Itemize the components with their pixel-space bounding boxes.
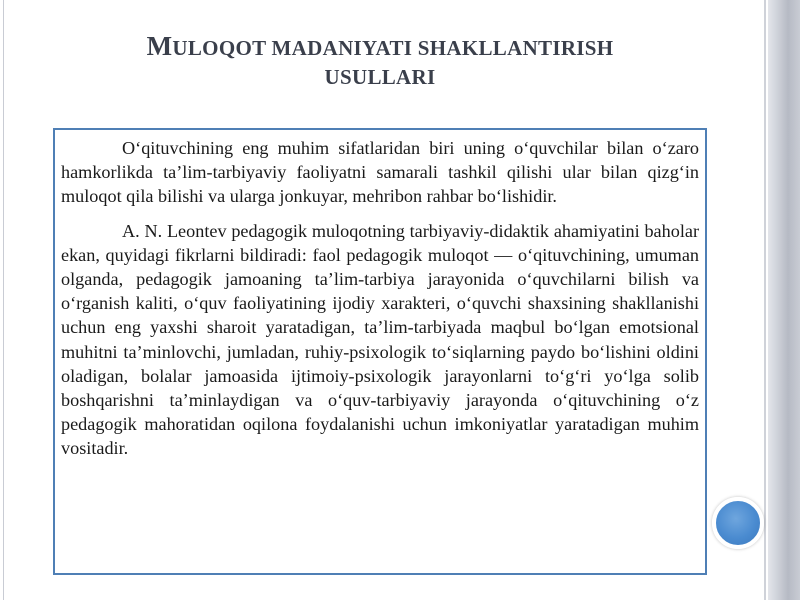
right-decorative-band — [768, 0, 800, 600]
paragraph-2: A. N. Leontev pedagogik muloqotning tarbiyaviy-didaktik ahamiyatini baholar ekan, quyidagi fikrlarni bildiradi: faol pedagogik muloqot — o‘qituvchining, umuman olganda, pedagogik jamoaning ta’lim-tarbiya jarayonida o‘quvchilarni bilish va o‘rganish kaliti, o‘quv faoliyatining ijodiy xarakteri, o‘quvchi shaxsining shakllanishi uchun eng yaxshi sharoit yaratadigan, ta’lim-tarbiyada maqbul bo‘lgan emotsional muhitni ta’minlovchi, jumladan, ruhiy-psixologik to‘siqlarning paydo bo‘lishini oldini oladigan, bolalar jamoasida ijtimoiy-psixologik jarayonlarni to‘g‘ri yo‘lga solib boshqarishni ta’minlaydigan va o‘quv-tarbiyaviy jarayonda o‘qituvchining o‘z pedagogik mahoratidan oqilona foydalanishi uchun imkoniyatlar yaratadigan muhim vositadir. — [61, 220, 699, 459]
title-first-letter: M — [146, 31, 173, 61]
slide-title — [60, 32, 700, 92]
content-box — [53, 128, 707, 575]
title-line-2: USULLARI — [324, 65, 436, 89]
decorative-circle-icon — [712, 497, 764, 549]
left-divider — [3, 0, 4, 600]
title-line-1: ULOQOT MADANIYATI SHAKLLANTIRISH — [172, 36, 614, 60]
right-band-line — [764, 0, 766, 600]
paragraph-1: O‘qituvchining eng muhim sifatlaridan biri uning o‘quvchilar bilan o‘zaro hamkorlikda ta’lim-tarbiyaviy faoliyatni samarali tashkil qilishi ular bilan qizg‘in muloqot qila bilishi va ularga jonkuyar, mehribon rahbar bo‘lishidir. — [61, 138, 699, 207]
